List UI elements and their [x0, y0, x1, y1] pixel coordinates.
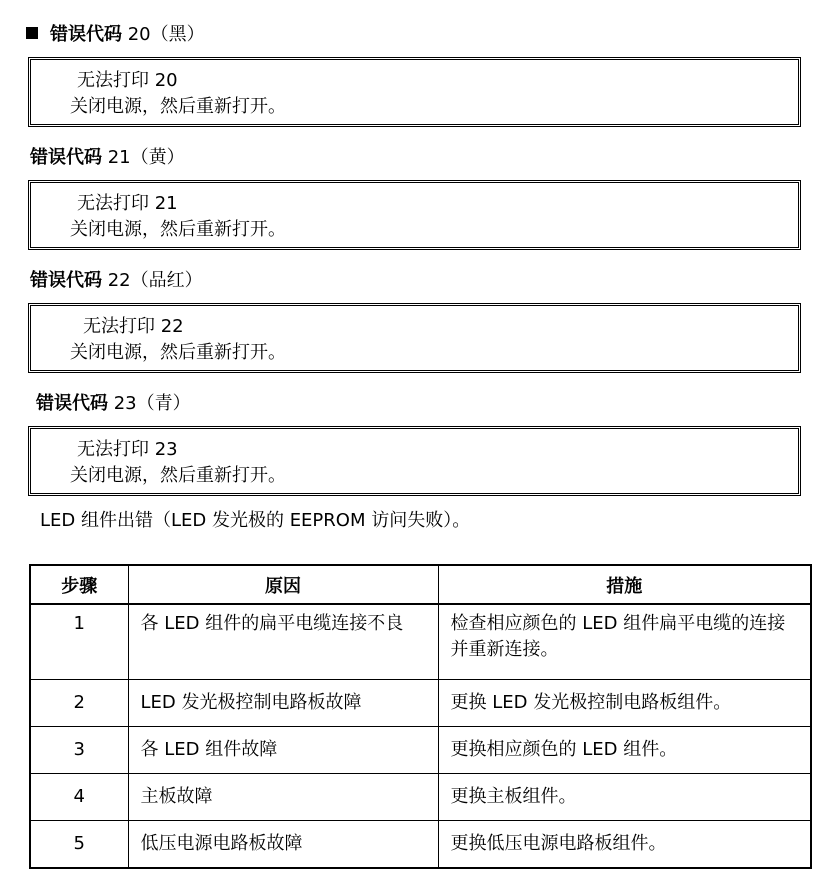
error-heading-code: 22 — [107, 270, 131, 291]
error-heading-color: （品红） — [130, 270, 203, 291]
error-heading-color: （黄） — [130, 147, 185, 168]
error-message-box-22 — [28, 303, 801, 373]
header-cause: 原因 — [128, 565, 438, 604]
error-message-box-23 — [28, 426, 801, 496]
error-heading-21 — [30, 147, 185, 169]
error-heading-label: 错误代码 — [30, 270, 102, 291]
action-cell: 更换相应颜色的 LED 组件。 — [438, 727, 811, 774]
error-heading-code: 23 — [113, 393, 137, 414]
step-number: 2 — [30, 680, 128, 727]
cause-cell: 低压电源电路板故障 — [128, 821, 438, 869]
cause-cell: 各 LED 组件的扁平电缆连接不良 — [128, 604, 438, 680]
error-description: LED 组件出错（LED 发光极的 EEPROM 访问失败）。 — [40, 510, 471, 531]
bullet-square-icon — [26, 27, 38, 39]
action-cell: 检查相应颜色的 LED 组件扁平电缆的连接并重新连接。 — [438, 604, 811, 680]
error-heading-label: 错误代码 — [36, 393, 108, 414]
error-message-line1: 无法打印 21 — [77, 193, 178, 214]
error-heading-color: （青） — [136, 393, 191, 414]
step-number: 4 — [30, 774, 128, 821]
table-row — [30, 727, 811, 774]
cause-cell: 各 LED 组件故障 — [128, 727, 438, 774]
step-number: 3 — [30, 727, 128, 774]
error-heading-label: 错误代码 — [30, 147, 102, 168]
action-cell: 更换低压电源电路板组件。 — [438, 821, 811, 869]
error-message-line2: 关闭电源，然后重新打开。 — [70, 96, 286, 117]
error-message-line2: 关闭电源，然后重新打开。 — [70, 342, 286, 363]
action-cell: 更换 LED 发光极控制电路板组件。 — [438, 680, 811, 727]
error-heading-code: 21 — [107, 147, 131, 168]
error-heading-22 — [30, 270, 203, 292]
cause-cell: 主板故障 — [128, 774, 438, 821]
error-heading-code: 20 — [127, 24, 151, 45]
cause-cell: LED 发光极控制电路板故障 — [128, 680, 438, 727]
step-number: 5 — [30, 821, 128, 869]
error-message-box-20 — [28, 57, 801, 127]
error-message-line1: 无法打印 22 — [83, 316, 184, 337]
step-number: 1 — [30, 604, 128, 680]
table-row — [30, 821, 811, 869]
table-row — [30, 604, 811, 680]
action-cell: 更换主板组件。 — [438, 774, 811, 821]
error-message-line2: 关闭电源，然后重新打开。 — [70, 465, 286, 486]
error-message-line2: 关闭电源，然后重新打开。 — [70, 219, 286, 240]
error-heading-color: （黑） — [150, 24, 205, 45]
error-heading-23 — [36, 393, 191, 415]
table-row — [30, 680, 811, 727]
error-message-line1: 无法打印 20 — [77, 70, 178, 91]
header-step: 步骤 — [30, 565, 128, 604]
table-header-row — [30, 565, 811, 604]
error-heading-label: 错误代码 — [50, 24, 122, 45]
error-message-box-21 — [28, 180, 801, 250]
table-row — [30, 774, 811, 821]
error-message-line1: 无法打印 23 — [77, 439, 178, 460]
header-action: 措施 — [438, 565, 811, 604]
troubleshooting-table — [29, 564, 812, 869]
error-heading-20 — [26, 24, 205, 46]
